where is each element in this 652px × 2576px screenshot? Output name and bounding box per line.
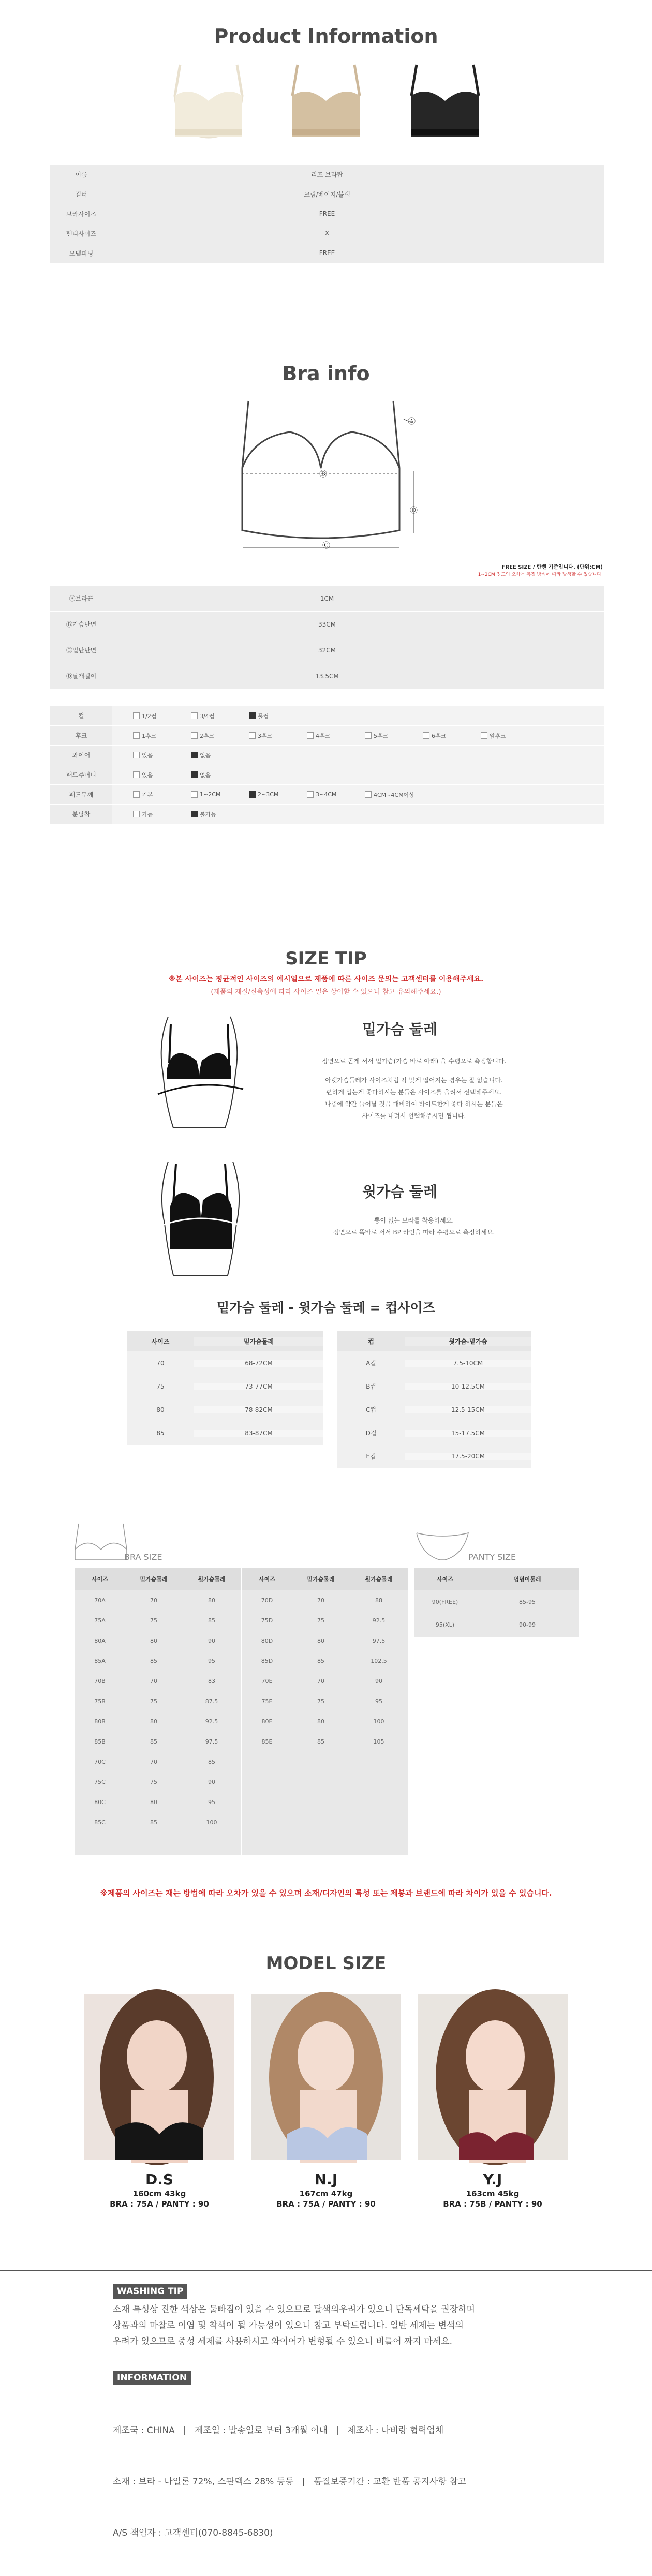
unchecked-box-icon [307, 732, 314, 739]
table-row: 90(FREE) 85-95 [432, 1598, 536, 1605]
table-row: 85D 85 102.5 [261, 1658, 387, 1664]
table-row: 95(XL) 90-99 [435, 1621, 536, 1628]
table-row: 75C 75 90 [94, 1779, 215, 1785]
washing-tip-section: WASHING TIP 소재 특성상 진한 색상은 물빠짐이 있을 수 있으므로 탈색의우려가 있으니 단독세탁을 권장하며 상품과의 마찰로 이염 및 착색이 될 가능성이 있으니 참고 부탁드립니다. 일반 세제는 변색의 우려가 있으므로 중성 세제를 사용하시고 와이어가 변형될 수 있으니 비틀어 짜지 마세요. [113, 2284, 475, 2350]
model-ds-info: D.S 160cm 43kg BRA : 75A / PANTY : 90 [110, 2171, 209, 2209]
feature-row: 패드두께 기본 1~2CM 2~3CM 3~4CM 4CM~4CM이상 [50, 785, 604, 805]
feature-option: 2~3CM [249, 791, 307, 798]
table-row: E컵 17.5-20CM [337, 1445, 531, 1468]
feature-row: 패드주머니 있음 없음 [50, 765, 604, 785]
unchecked-box-icon [191, 712, 198, 719]
feature-row: 컵 1/2컵 3/4컵 풀컵 [50, 706, 604, 726]
unchecked-box-icon [133, 771, 140, 778]
marker-c: Ⓒ [322, 541, 331, 550]
table-row: C컵 12.5-15CM [337, 1398, 531, 1421]
feature-option: 앞후크 [481, 732, 539, 740]
table-row: 70A 70 80 [94, 1597, 215, 1604]
model-size-title: MODEL SIZE [265, 1953, 387, 1974]
table-row: 85C 85 100 [94, 1819, 217, 1826]
table-row: 70C 70 85 [94, 1759, 215, 1765]
marker-a: Ⓐ [408, 416, 416, 426]
information-label: INFORMATION [113, 2371, 191, 2385]
checked-box-icon [191, 811, 198, 817]
unchecked-box-icon [365, 732, 372, 739]
size-disclaimer: ※제품의 사이즈는 재는 방법에 따라 오차가 있을 수 있으며 소재/디자인의 특성 또는 제봉과 브랜드에 따라 차이가 있을 수 있습니다. [100, 1888, 552, 1898]
table-row: 75A 75 85 [94, 1617, 215, 1624]
feature-option: 있음 [133, 751, 191, 760]
model-photo-yj [418, 1994, 568, 2160]
feature-option: 풀컵 [249, 712, 307, 720]
divider [0, 2270, 652, 2271]
table-row: 75B 75 87.5 [94, 1698, 218, 1705]
table-row: 75 73-77CM [127, 1375, 323, 1398]
under-bust-table: 사이즈 밑가슴둘레 70 68-72CM 75 73-77CM 80 78-82CM 85 83-87CM [127, 1331, 323, 1445]
marker-d: Ⓓ [410, 505, 418, 515]
feature-option: 없음 [191, 751, 249, 760]
bra-info-note2: 1~2CM 정도의 오차는 측정 방식에 따라 발생할 수 있습니다. [478, 572, 603, 577]
bra-row-hem: Ⓒ밑단단면 32CM [50, 637, 604, 663]
table-row: 70E 70 90 [261, 1678, 382, 1685]
cup-size-table: 컵 윗가슴-밑가슴 A컵 7.5-10CM B컵 10-12.5CM C컵 12.5-15CM D컵 15-17.5CM E컵 17.5-20CM [337, 1331, 531, 1468]
table-row: 80E 80 100 [261, 1718, 384, 1725]
unchecked-box-icon [365, 791, 372, 798]
table-row: 75D 75 92.5 [261, 1617, 386, 1624]
cream-bra-image [159, 59, 258, 147]
product-info-title: Product Information [214, 25, 438, 48]
table-row: 80B 80 92.5 [94, 1718, 218, 1725]
unchecked-box-icon [423, 732, 429, 739]
table-row: 75E 75 95 [261, 1698, 382, 1705]
unchecked-box-icon [133, 732, 140, 739]
feature-option: 3~4CM [307, 791, 365, 798]
checked-box-icon [191, 752, 198, 758]
table-row: 85B 85 97.5 [94, 1738, 218, 1745]
feature-option: 2후크 [191, 732, 249, 740]
model-yj-info: Y.J 163cm 45kg BRA : 75B / PANTY : 90 [443, 2171, 542, 2209]
table-row: 70D 70 88 [261, 1597, 382, 1604]
feature-option: 1~2CM [191, 791, 249, 798]
bra-size-label: BRA SIZE [124, 1552, 162, 1562]
unchecked-box-icon [249, 732, 256, 739]
table-row: 70B 70 83 [94, 1678, 215, 1685]
information-section: INFORMATION 제조국 : CHINA | 제조일 : 발송일로 부터 3개월 이내 | 제조사 : 나비랑 협력업체 소재 : 브라 - 나일론 72%, 스판덱스 28% 등등 | 품질보증기간 : 교환 반품 공지사항 참고 A/S 책임자 : 고객센터(070-8845-6830) [113, 2371, 466, 2576]
table-row: A컵 7.5-10CM [337, 1351, 531, 1375]
bra-row-wing: Ⓓ날개길이 13.5CM [50, 663, 604, 689]
bra-row-bust: Ⓑ가슴단면 33CM [50, 612, 604, 637]
table-row: B컵 10-12.5CM [337, 1375, 531, 1398]
info-row-model-fit: 모델피팅 FREE [69, 249, 335, 257]
cup-formula: 밑가슴 둘레 - 윗가슴 둘레 = 컵사이즈 [217, 1300, 435, 1315]
feature-option: 3/4컵 [191, 712, 249, 720]
under-bust-figure [142, 1011, 256, 1130]
table-row: 85E 85 105 [261, 1738, 384, 1745]
table-row: D컵 15-17.5CM [337, 1421, 531, 1445]
table-row: 80D 80 97.5 [261, 1637, 386, 1644]
bra-outline-icon [72, 1521, 129, 1565]
feature-row: 분탈착 가능 불가능 [50, 805, 604, 824]
under-bust-desc: 정면으로 곧게 서서 밑가슴(가슴 바로 아래) 을 수평으로 측정합니다. 아랫가슴둘레가 사이즈처럼 딱 맞게 떨어지는 경우는 잘 없습니다. 편하게 입는게 좋다하시는 분들은 사이즈를 올려서 선택해주세요. 나중에 약간 늘어날 것을 대비하여 타이트한게 좋다 하시는 분들은 사이즈를 내려서 선택해주시면 됩니다. [321, 1058, 507, 1120]
info-row-panty-size: 팬티사이즈 X [66, 230, 330, 237]
info-row-bra-size: 브라사이즈 FREE [66, 210, 335, 218]
bra-info-title: Bra info [282, 362, 370, 385]
bra-measure-diagram [228, 391, 435, 561]
feature-option: 4후크 [307, 732, 365, 740]
size-tip-warning-sub: (제품의 재질/신축성에 따라 사이즈 일은 상이할 수 있으니 참고 유의해주세요.) [211, 988, 441, 996]
upper-bust-figure [145, 1156, 256, 1278]
unchecked-box-icon [133, 811, 140, 817]
feature-option: 1/2컵 [133, 712, 191, 720]
model-photo-nj [251, 1994, 401, 2160]
info-row-color: 컬러 크림/베이지/블랙 [75, 190, 350, 198]
feature-row: 와이어 있음 없음 [50, 746, 604, 765]
unchecked-box-icon [133, 712, 140, 719]
unchecked-box-icon [481, 732, 487, 739]
feature-table [50, 706, 604, 824]
panty-size-label: PANTY SIZE [468, 1552, 516, 1562]
bra-info-note: FREE SIZE / 탄벤 기준입니다. (단위:CM) [501, 564, 603, 570]
model-photo-ds [84, 1994, 234, 2160]
table-row: 80A 80 90 [94, 1637, 215, 1644]
unchecked-box-icon [133, 791, 140, 798]
feature-option: 가능 [133, 810, 191, 818]
beige-bra-image [277, 59, 375, 147]
upper-bust-title: 윗가슴 둘레 [362, 1183, 437, 1200]
feature-option: 5후크 [365, 732, 423, 740]
info-row-name: 이름 리프 브라탑 [75, 171, 343, 178]
bra-info-table [50, 586, 604, 689]
feature-option: 1후크 [133, 732, 191, 740]
unchecked-box-icon [191, 732, 198, 739]
table-row: 70 68-72CM [127, 1351, 323, 1375]
feature-option: 기본 [133, 791, 191, 799]
under-bust-title: 밑가슴 둘레 [362, 1021, 437, 1038]
unchecked-box-icon [191, 791, 198, 798]
checked-box-icon [249, 791, 256, 798]
feature-option: 4CM~4CM이상 [365, 791, 423, 799]
bra-row-strap: Ⓐ브라끈 1CM [50, 586, 604, 612]
feature-option: 불가능 [191, 810, 249, 818]
feature-row: 후크 1후크 2후크 3후크 4후크 5후크 6후크 앞후크 [50, 726, 604, 746]
marker-b: Ⓑ [319, 469, 328, 479]
table-row: 80C 80 95 [94, 1799, 215, 1806]
unchecked-box-icon [307, 791, 314, 798]
size-tip-warning: ※본 사이즈는 평균적인 사이즈의 예시일으로 제품에 따른 사이즈 문의는 고객센터를 이용해주세요. [168, 975, 484, 984]
panty-size-table: 사이즈 엉덩이둘레 90(FREE) 85-95 95(XL) 90-99 [414, 1568, 579, 1637]
bra-size-table-right: 사이즈 밑가슴둘레 윗가슴둘레 70D 70 88 75D 75 92.5 80D 80 97.5 85D 85 102.5 70E 70 90 75E 75 95 80E 80 100 85E 85 105 [242, 1568, 408, 1855]
unchecked-box-icon [133, 752, 140, 758]
upper-bust-desc: 뽕이 없는 브라를 착용하세요. 정면으로 똑바로 서서 BP 라인을 따라 수평으로 측정하세요. [333, 1217, 495, 1236]
checked-box-icon [191, 771, 198, 778]
bra-size-table-left: 사이즈 밑가슴둘레 윗가슴둘레 70A 70 80 75A 75 85 80A 80 90 85A 85 95 70B 70 83 75B 75 87.5 80B 80 92.5 85B 85 97.5 70C 70 85 75C 75 90 80C 80 95 85C 85 100 [75, 1568, 241, 1855]
product-info-table [50, 165, 604, 263]
black-bra-image [396, 59, 494, 147]
table-row: 85 83-87CM [127, 1421, 323, 1445]
feature-option: 없음 [191, 771, 249, 779]
table-row: 85A 85 95 [94, 1658, 215, 1664]
panty-outline-icon [414, 1529, 471, 1562]
feature-option: 3후크 [249, 732, 307, 740]
model-nj-info: N.J 167cm 47kg BRA : 75A / PANTY : 90 [276, 2171, 376, 2209]
washing-tip-label: WASHING TIP [113, 2284, 187, 2299]
feature-option: 6후크 [423, 732, 481, 740]
table-row: 80 78-82CM [127, 1398, 323, 1421]
checked-box-icon [249, 712, 256, 719]
feature-option: 있음 [133, 771, 191, 779]
size-tip-title: SIZE TIP [285, 948, 367, 969]
